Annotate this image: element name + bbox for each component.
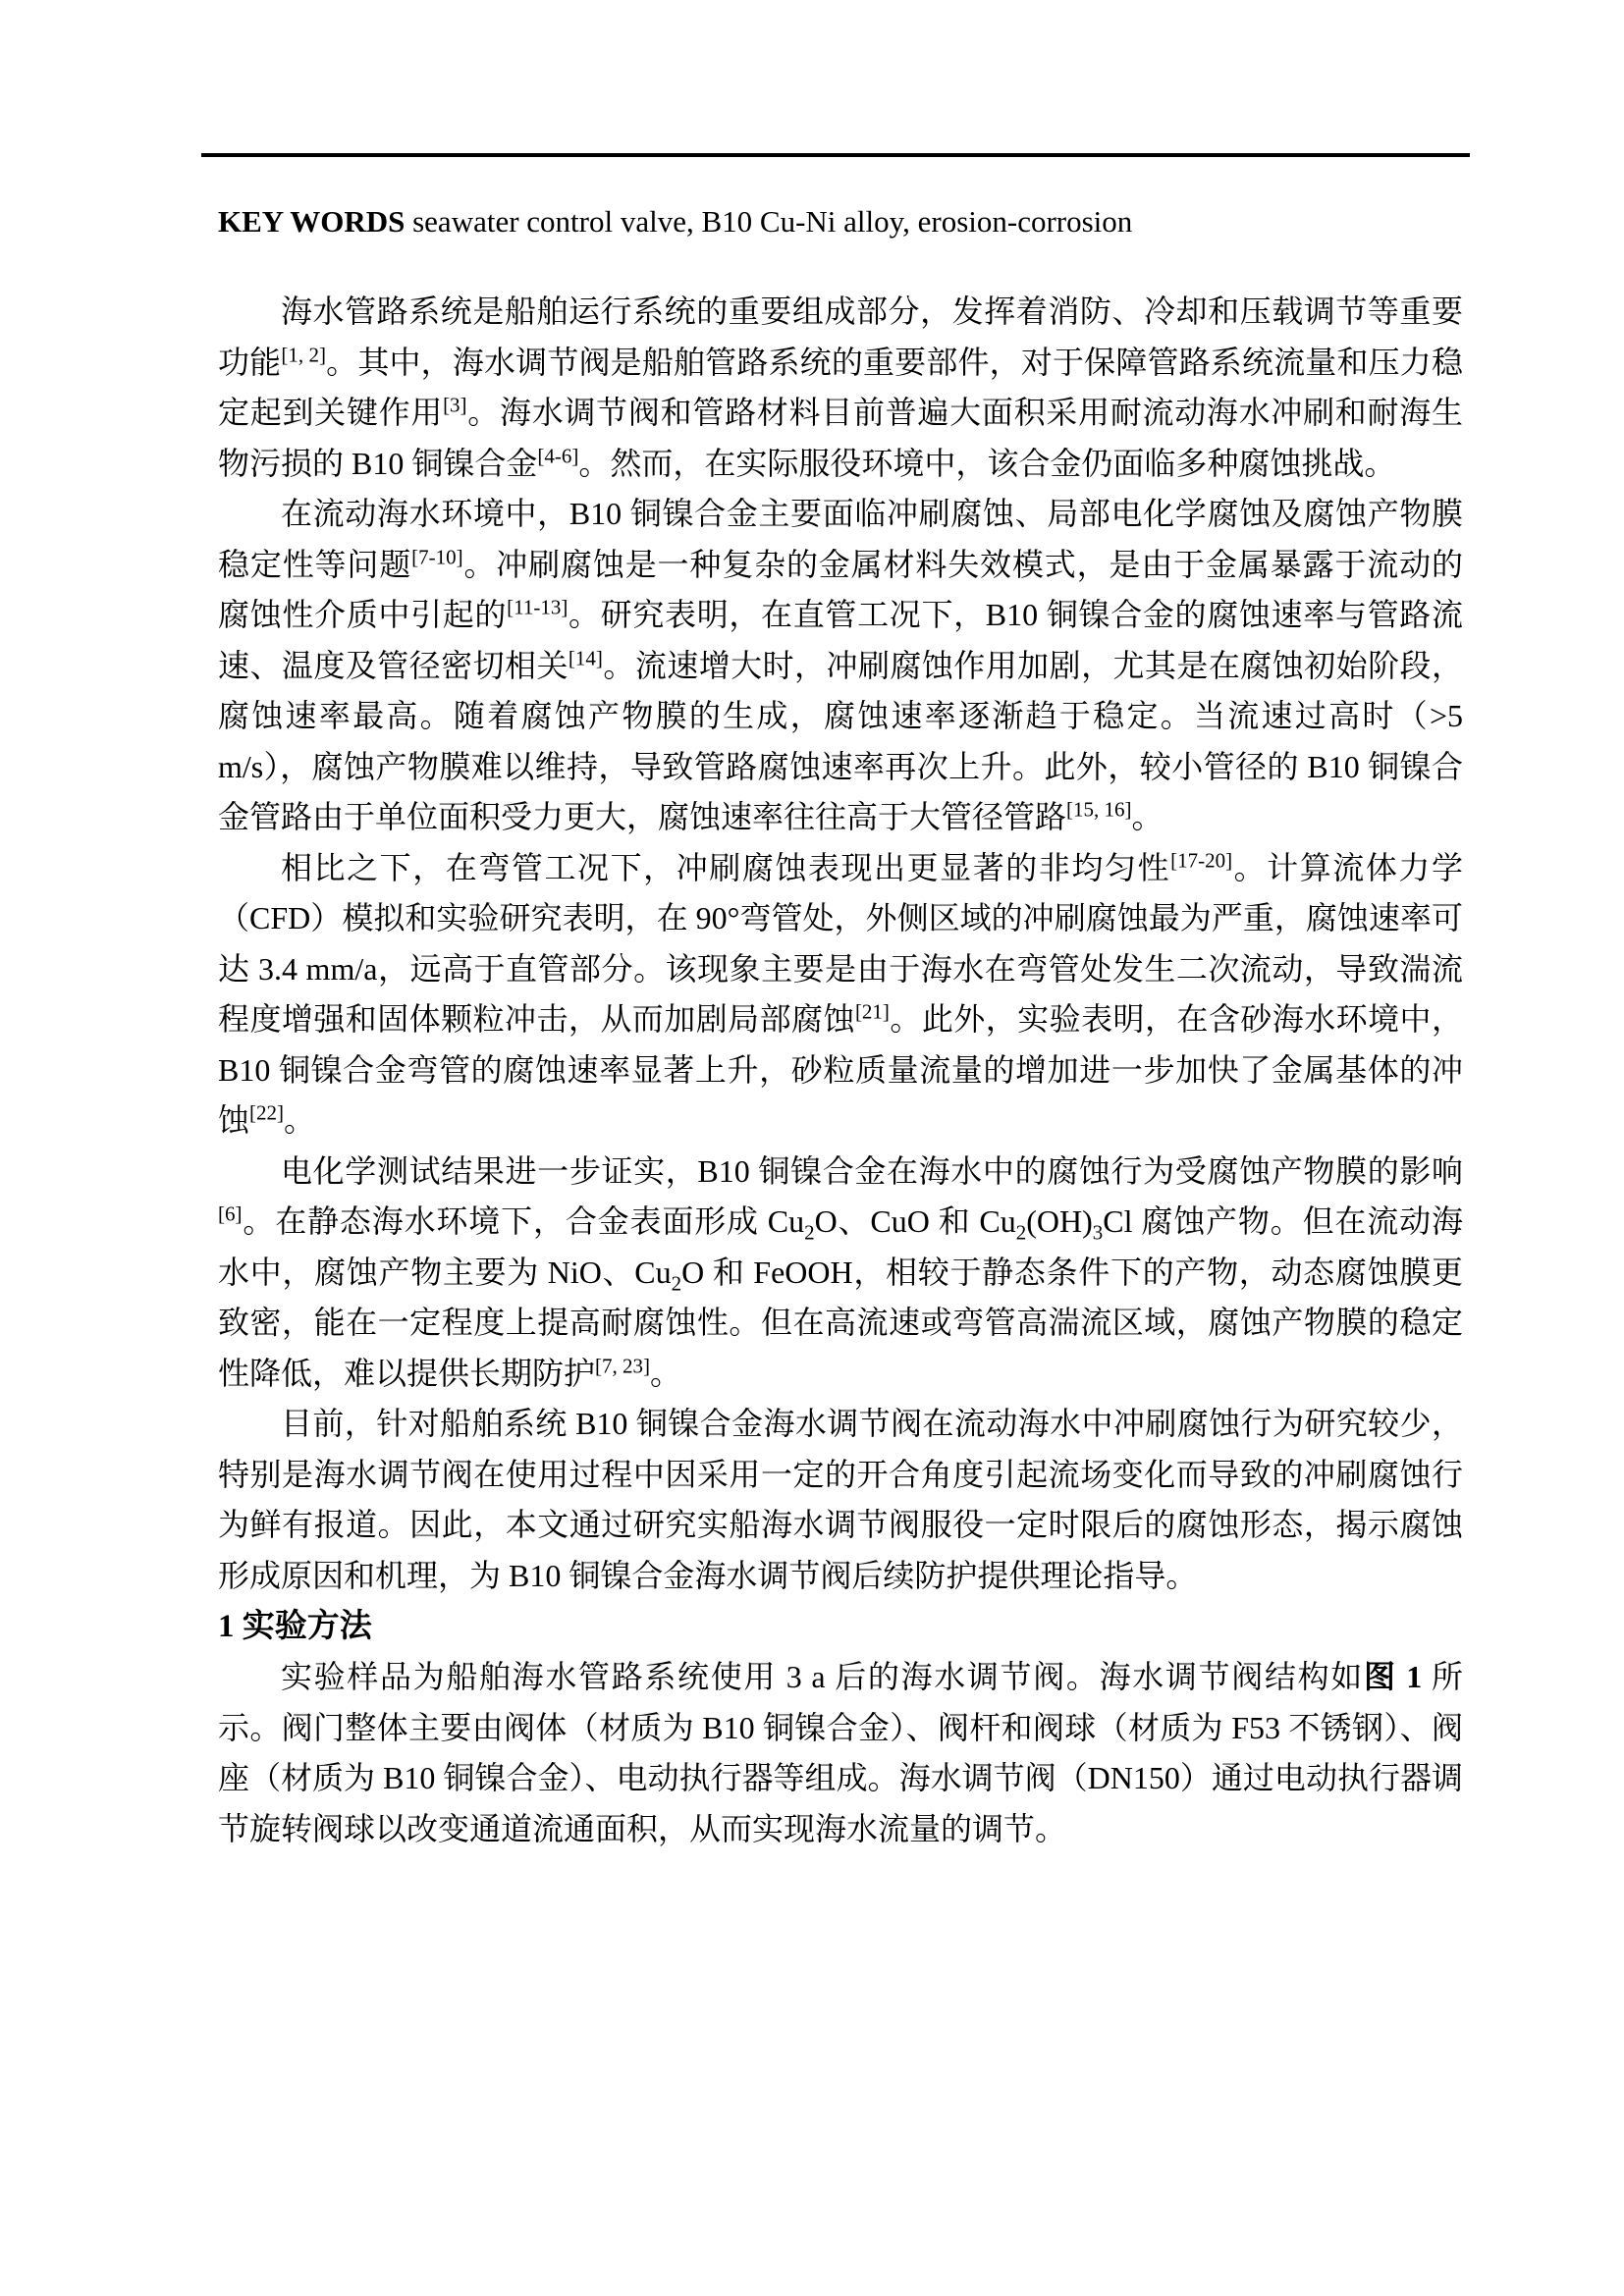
text-run: O、CuO 和 Cu [814,1203,1016,1239]
body-paragraph [218,489,1463,843]
chemical-subscript: 3 [1092,1220,1104,1245]
citation-superscript: [21] [854,999,890,1024]
text-run: 在流动海水环境中，B10 铜镍合金主要面临冲刷腐蚀、局部电化学腐蚀及腐蚀产物膜稳定性等问题 [218,496,1463,582]
citation-superscript: [4-6] [537,443,579,467]
body-paragraph [218,843,1463,1147]
bold-text: 图 1 [1363,1659,1423,1694]
keywords-label: KEY WORDS [218,204,406,239]
text-run: 。此外，实验表明，在含砂海水环境中，B10 铜镍合金弯管的腐蚀速率显著上升，砂粒质量流量的增加进一步加快了金属基体的冲蚀 [218,1001,1463,1138]
citation-superscript: [7-10] [411,544,463,568]
citation-superscript: [1, 2] [281,342,326,366]
text-run: 。然而，在实际服役环境中，该合金仍面临多种腐蚀挑战。 [578,445,1396,481]
text-run: 所示。阀门整体主要由阀体（材质为 B10 铜镍合金）、阀杆和阀球（材质为 F53 不锈钢）、阀座（材质为 B10 铜镍合金）、电动执行器等组成。海水调节阀（DN150）通过电动执行器调节旋转阀球以改变通道流通面积，从而实现海水流量的调节。 [218,1659,1463,1846]
citation-superscript: [14] [568,645,603,669]
text-run: 实验样品为船舶海水管路系统使用 3 a 后的海水调节阀。海水调节阀结构如 [281,1659,1364,1694]
text-run: 。 [284,1102,316,1138]
text-run: 相比之下，在弯管工况下，冲刷腐蚀表现出更显著的非均匀性 [281,849,1171,885]
text-run: 海水管路系统是船舶运行系统的重要组成部分，发挥着消防、冷却和压载调节等重要功能 [218,294,1463,380]
text-run: 。流速增大时，冲刷腐蚀作用加剧，尤其是在腐蚀初始阶段，腐蚀速率最高。随着腐蚀产物膜的生成，腐蚀速率逐渐趋于稳定。当流速过高时（>5 m/s），腐蚀产物膜难以维持，导致管路腐蚀速率再次上升。此外，较小管径的 B10 铜镍合金管路由于单位面积受力更大，腐蚀速率往往高于大管径管路 [218,647,1463,834]
chemical-subscript: 2 [804,1220,815,1245]
text-run: 。计算流体力学（CFD）模拟和实验研究表明，在 90°弯管处，外侧区域的冲刷腐蚀最为严重，腐蚀速率可达 3.4 mm/a，远高于直管部分。该现象主要是由于海水在弯管处发生二次流动，导致湍流程度增强和固体颗粒冲击，从而加剧局部腐蚀 [218,849,1463,1037]
citation-superscript: [22] [249,1100,285,1125]
text-run: Cl 腐蚀产物。但在流动海水中，腐蚀产物主要为 NiO、Cu [218,1203,1463,1290]
citation-superscript: [15, 16] [1066,797,1132,822]
body-paragraph [218,1652,1463,1854]
text-run: 电化学测试结果进一步证实，B10 铜镍合金在海水中的腐蚀行为受腐蚀产物膜的影响 [281,1152,1463,1189]
text-run: 1 实验方法 [218,1609,372,1644]
text-run: O 和 FeOOH，相较于静态条件下的产物，动态腐蚀膜更致密，能在一定程度上提高耐腐蚀性。但在高流速或弯管高湍流区域，腐蚀产物膜的稳定性降低，难以提供长期防护 [218,1254,1463,1391]
text-run: 。 [650,1355,682,1391]
text-run: 。其中，海水调节阀是船舶管路系统的重要部件，对于保障管路系统流量和压力稳定起到关键作用 [218,344,1463,430]
text-run: 。在静态海水环境下，合金表面形成 Cu [242,1203,805,1239]
citation-superscript: [3] [443,393,467,417]
section-heading [218,1601,1463,1652]
chemical-subscript: 2 [671,1270,682,1295]
body-paragraph [218,1147,1463,1400]
citation-superscript: [17-20] [1170,847,1233,872]
citation-superscript: [6] [218,1201,243,1226]
text-run: 。研究表明，在直管工况下，B10 铜镍合金的腐蚀速率与管路流速、温度及管径密切相关 [218,597,1463,683]
keywords-line [218,202,1463,241]
body-paragraph [218,1399,1463,1601]
text-run: 。 [1131,799,1164,834]
text-run: 目前，针对船舶系统 B10 铜镍合金海水调节阀在流动海水中冲刷腐蚀行为研究较少，特别是海水调节阀在使用过程中因采用一定的开合角度引起流场变化而导致的冲刷腐蚀行为鲜有报道。因此，本文通过研究实船海水调节阀服役一定时限后的腐蚀形态，揭示腐蚀形成原因和机理，为 B10 铜镍合金海水调节阀后续防护提供理论指导。 [218,1406,1463,1593]
page-content [218,202,1463,1854]
text-run: 。海水调节阀和管路材料目前普遍大面积采用耐流动海水冲刷和耐海生物污损的 B10 铜镍合金 [218,395,1463,481]
text-run: (OH) [1026,1203,1093,1239]
text-run: 。冲刷腐蚀是一种复杂的金属材料失效模式，是由于金属暴露于流动的腐蚀性介质中引起的 [218,546,1463,632]
body-paragraph [218,287,1463,489]
keywords-text: seawater control valve, B10 Cu-Ni alloy, erosion-corrosion [405,204,1133,239]
chemical-subscript: 2 [1015,1220,1027,1245]
body-paragraphs [218,287,1463,1854]
citation-superscript: [11-13] [507,595,568,619]
header-rule [201,153,1470,157]
citation-superscript: [7, 23] [595,1353,651,1377]
